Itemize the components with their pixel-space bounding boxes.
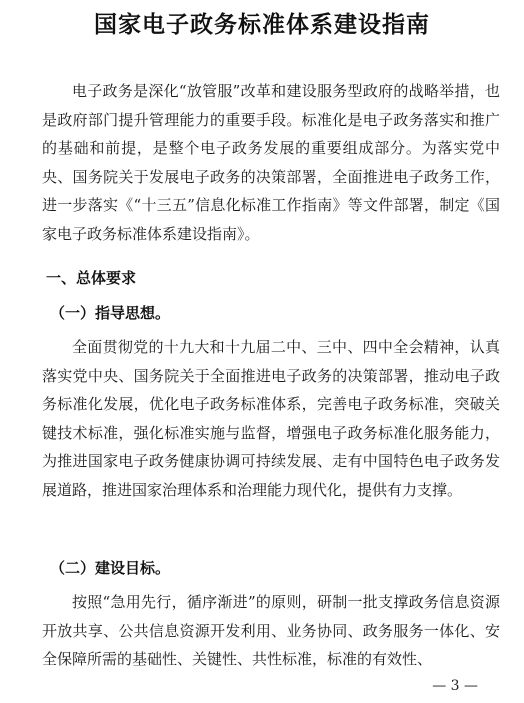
section-heading-general-requirements: 一、总体要求 bbox=[46, 269, 137, 287]
intro-paragraph: 电子政务是深化“放管服”改革和建设服务型政府的战略举措，也是政府部门提升管理能力的重要手段。标准化是电子政务落实和推广的基础和前提，是整个电子政务发展的重要组成部分。为落实党中央、国务院关于发展电子政务的决策部署，全面推进电子政务工作，进一步落实《“十三五”信息化标准工作指南》等文件部署，制定《国家电子政务标准体系建设指南》。 bbox=[42, 82, 500, 243]
document-title: 国家电子政务标准体系建设指南 bbox=[94, 12, 430, 38]
guiding-ideology-paragraph: 全面贯彻党的十九大和十九届二中、三中、四中全会精神，认真落实党中央、国务院关于全面推进电子政务的决策部署，推动电子政务标准化发展，优化电子政务标准体系，完善电子政务标准，突破关键技术标准，强化标准实施与监督，增强电子政务标准化服务能力，为推进国家电子政务健康协调可持续发展、走有中国特色电子政务发展道路，推进国家治理体系和治理能力现代化，提供有力支撑。 bbox=[42, 338, 500, 499]
subsection-heading-guiding-ideology: （一）指导思想。 bbox=[50, 304, 171, 322]
page-number: — 3 — bbox=[432, 678, 478, 694]
subsection-heading-construction-goals: （二）建设目标。 bbox=[50, 559, 171, 577]
construction-goals-paragraph: 按照“急用先行，循序渐进”的原则，研制一批支撑政务信息资源开放共享、公共信息资源开发利用、业务协同、政务服务一体化、安全保障所需的基础性、关键性、共性标准，标准的有效性、 bbox=[42, 593, 500, 668]
